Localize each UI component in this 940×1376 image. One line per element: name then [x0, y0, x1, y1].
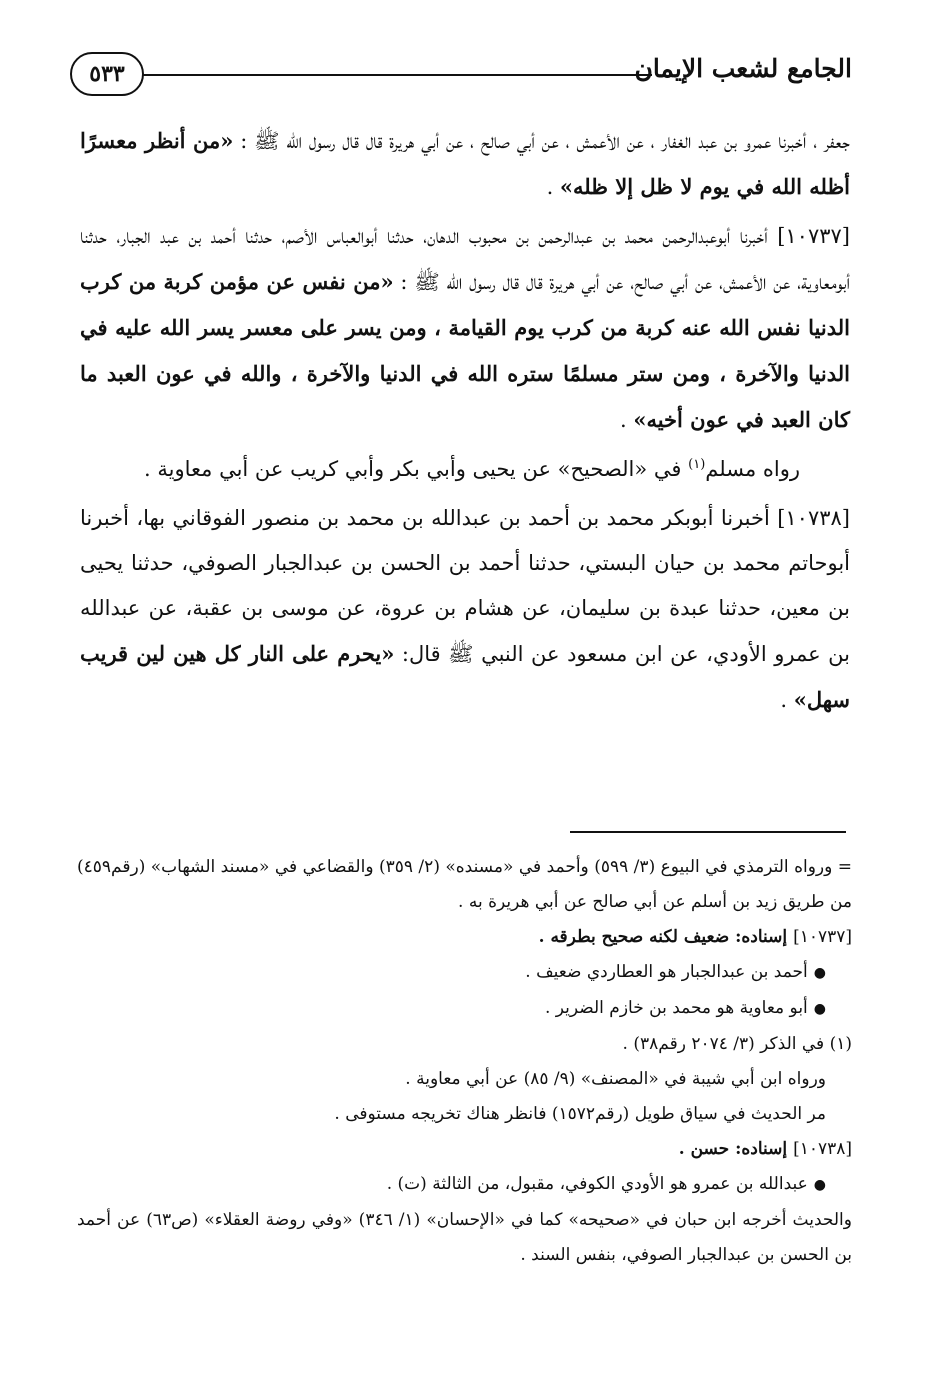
- footnote-bullet: [77, 1167, 852, 1203]
- hadith-number: [١٠٧٣٧]: [777, 224, 850, 248]
- paragraph-end: .: [546, 175, 560, 199]
- header-rule: [142, 74, 652, 76]
- page-number: ٥٣٣: [70, 52, 144, 96]
- footnote-note: مر الحديث في سياق طويل (رقم١٥٧٢) فانظر هناك تخريجه مستوفى .: [334, 1104, 826, 1124]
- isnad-text: أخبرنا أبوبكر محمد بن أحمد بن عبدالله بن محمد بن منصور الفوقاني بها، أخبرنا أبوحاتم محمد بن حيان البستي، حدثنا أحمد بن الحسن بن عبدالجبار الصوفي، حدثنا يحيى بن معين، حدثنا عبدة بن سليمان، عن هشام بن عروة، عن موسى بن عقبة، عن عبدالله بن عمرو الأودي، عن ابن مسعود عن النبي ﷺ قال:: [80, 506, 850, 666]
- hadith-number: [١٠٧٣٨]: [793, 1139, 852, 1159]
- bullet-text: عبدالله بن عمرو هو الأودي الكوفي، مقبول، من الثالثة (ت) .: [386, 1174, 808, 1194]
- hadith-text: «من نفس عن مؤمن كربة من كرب الدنيا نفس الله عنه كربة من كرب يوم القيامة ، ومن يسر على معسر يسر الله عليه في الدنيا والآخرة ، ومن ستر مسلمًا ستره الله في الدنيا والآخرة ، والله في عون العبد ما كان العبد في عون أخيه»: [80, 269, 850, 432]
- grading-text: إسناده: ضعيف لكنه صحيح بطرقه .: [538, 927, 794, 947]
- paragraph-end: .: [780, 688, 794, 712]
- running-title: الجامع لشعب الإيمان: [634, 54, 852, 83]
- footnote-1: (١) في الذكر (٣/ ٢٠٧٤ رقم٣٨) .: [622, 1034, 852, 1054]
- paragraph-1: [80, 118, 850, 210]
- footnote-note: ورواه ابن أبي شيبة في «المصنف» (٩/ ٨٥) عن أبي معاوية .: [405, 1069, 826, 1089]
- paragraph-text: رواه مسلم: [705, 457, 800, 481]
- bullet-icon: ●: [813, 965, 826, 981]
- footnote-note: والحديث أخرجه ابن حبان في «صحيحه» كما في «الإحسان» (١/ ٣٤٦) «وفي روضة العقلاء» (ص٦٣) عن أحمد بن الحسن بن عبدالجبار الصوفي، بنفس السند .: [77, 1210, 852, 1265]
- hadith-number: [١٠٧٣٨]: [777, 506, 850, 530]
- page-header: [70, 52, 852, 102]
- footnotes: [77, 850, 852, 1273]
- paragraph-text: جعفر ، أخبرنا عمرو بن عبد الغفار ، عن الأعمش ، عن أبي صالح ، عن أبي هريرة قال قال رسول الله ﷺ :: [233, 129, 851, 153]
- footnote-isnad-10737: [77, 920, 852, 955]
- hadith-number: [١٠٧٣٧]: [793, 927, 852, 947]
- footnote-isnad-10738: [77, 1132, 852, 1167]
- isnad-text: أخبرنا أبوعبدالرحمن محمد بن عبدالرحمن بن محبوب الدهان، حدثنا أبوالعباس الأصم، حدثنا أحمد بن عبد الجبار، حدثنا أبومعاوية، عن الأعمش، عن أبي صالح، عن أبي هريرة قال قال رسول الله ﷺ :: [80, 224, 851, 294]
- grading-text: إسناده: حسن .: [678, 1139, 794, 1159]
- hadith-10737: [80, 214, 850, 443]
- footnote-bullet: [77, 991, 852, 1027]
- bullet-text: أحمد بن عبدالجبار هو العطاردي ضعيف .: [525, 962, 808, 982]
- footnote-divider: [570, 831, 846, 833]
- footnote-continuation: = ورواه الترمذي في البيوع (٣/ ٥٩٩) وأحمد في «مسنده» (٢/ ٣٥٩) والقضاعي في «مسند الشهاب» (رقم٤٥٩) من طريق زيد بن أسلم عن أبي صالح عن أبي هريرة به .: [77, 857, 852, 912]
- footnote-ref[interactable]: (١): [688, 457, 706, 472]
- hadith-text: «يحرم على النار كل هين لين قريب سهل»: [80, 641, 850, 712]
- hadith-10738: [80, 496, 850, 723]
- paragraph-end: .: [619, 408, 634, 432]
- hadith-text: «من أنظر معسرًا أظله الله في يوم لا ظل إلا ظله»: [80, 128, 850, 199]
- bullet-icon: ●: [813, 1177, 826, 1193]
- paragraph-text: في «الصحيح» عن يحيى وأبي بكر وأبي كريب عن أبي معاوية .: [144, 457, 689, 481]
- bullet-icon: ●: [813, 1001, 826, 1017]
- footnote-bullet: [77, 955, 852, 991]
- bullet-text: أبو معاوية هو محمد بن خازم الضرير .: [544, 998, 808, 1018]
- main-text: [80, 118, 850, 727]
- takhrij-paragraph: [80, 447, 850, 492]
